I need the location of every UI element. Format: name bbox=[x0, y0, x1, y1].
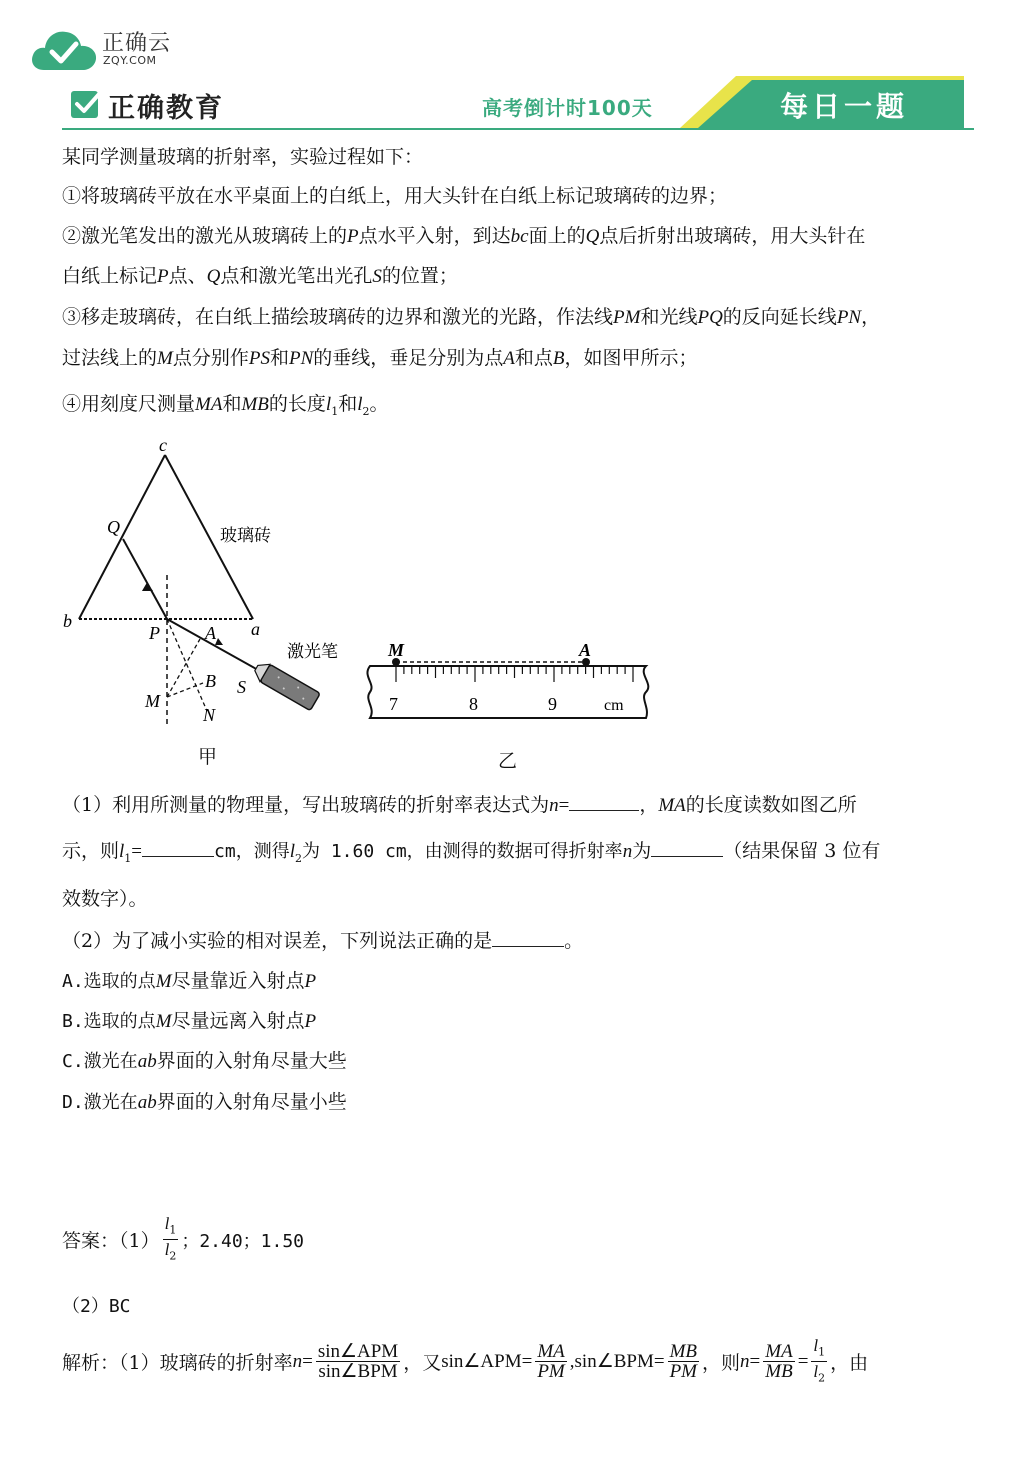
answer-line1: 答案：（1） $\frac{l_1}{l_2}$ ；2.40；1.50 bbox=[62, 1214, 304, 1266]
option-c[interactable]: C.激光在ab界面的入射角尽量大些 bbox=[62, 1050, 347, 1072]
fraction-ma-mb: $\frac{MA}{MB}$ bbox=[765, 1341, 793, 1383]
figure-yi bbox=[358, 640, 658, 730]
question-step2-line2: 白纸上标记P点、Q点和激光笔出光孔S的位置； bbox=[62, 265, 458, 287]
cloud-check-icon bbox=[30, 24, 100, 74]
label-brick: 玻璃砖 bbox=[220, 526, 271, 546]
label-a: a bbox=[251, 619, 260, 639]
option-b[interactable]: B.选取的点M尽量远离入射点P bbox=[62, 1010, 317, 1032]
caption-jia: 甲 bbox=[198, 746, 218, 768]
ruler-tick-8: 8 bbox=[469, 694, 478, 714]
label-M: M bbox=[145, 691, 160, 711]
triangle-side-bc bbox=[79, 455, 165, 619]
option-d[interactable]: D.激光在ab界面的入射角尽量小些 bbox=[62, 1091, 347, 1113]
zqy-logo bbox=[30, 24, 180, 76]
banner-text: 每日一题 bbox=[780, 90, 909, 123]
analysis-line: 解析：（1）玻璃砖的折射率 n = $\frac{\text{sin∠APM}}{\text{sin∠BPM}}$ ，又 sin∠APM = $\frac{MA}{PM}$ , sin∠BPM = $\frac{MB}{PM}$ ，则 n = $\frac{MA}{MB}$ = $\frac{l_1}{l_2}$ ，由 bbox=[62, 1336, 868, 1388]
label-Q: Q bbox=[107, 517, 120, 537]
fraction-l1-l2-b: $\frac{l_1}{l_2}$ bbox=[813, 1336, 826, 1385]
label-b: b bbox=[63, 611, 72, 631]
logo-url: ZQY.COM bbox=[103, 54, 157, 67]
incident-arrow bbox=[215, 638, 223, 645]
question-intro: 某同学测量玻璃的折射率，实验过程如下： bbox=[62, 146, 424, 168]
fraction-sin-ratio: $\frac{\text{sin∠APM}}{\text{sin∠BPM}}$ bbox=[317, 1341, 399, 1383]
part2-stem: （2）为了减小实验的相对误差，下列说法正确的是 。 bbox=[62, 930, 584, 952]
perp-ma bbox=[167, 639, 200, 697]
ruler-tick-7: 7 bbox=[389, 694, 398, 714]
question-step3-line1: ③移走玻璃砖，在白纸上描绘玻璃砖的边界和激光的光路，作法线PM和光线PQ的反向延长线PN， bbox=[62, 306, 881, 328]
extension-pn bbox=[167, 619, 207, 711]
answer-blank-part2[interactable] bbox=[492, 928, 564, 947]
label-pen: 激光笔 bbox=[287, 642, 338, 662]
part1-line3: 效数字）。 bbox=[62, 888, 148, 910]
option-a[interactable]: A.选取的点M尽量靠近入射点P bbox=[62, 970, 317, 992]
part1-line2: 示，则$l_1=$ cm，测得$l_2$为 1.60 cm，由测得的数据可得折射率n为 （结果保留 3 位有 bbox=[62, 840, 881, 865]
fraction-mb-pm: $\frac{MB}{PM}$ bbox=[669, 1341, 698, 1383]
page-title: 正确教育 bbox=[108, 93, 224, 124]
label-A: A bbox=[205, 623, 216, 643]
question-step3-line2: 过法线上的M点分别作PS和PN的垂线，垂足分别为点A和点B，如图甲所示； bbox=[62, 347, 698, 369]
caption-yi: 乙 bbox=[498, 750, 518, 772]
logo-name: 正确云 bbox=[102, 31, 172, 56]
ruler-tick-9: 9 bbox=[548, 694, 557, 714]
fraction-l1-l2: $\frac{l_1}{l_2}$ bbox=[164, 1214, 177, 1263]
figure-jia bbox=[55, 435, 365, 735]
part1-line1: （1）利用所测量的物理量，写出玻璃砖的折射率表达式为n= ，MA的长度读数如图乙所 bbox=[62, 794, 857, 816]
fraction-ma-pm: $\frac{MA}{PM}$ bbox=[537, 1341, 565, 1383]
question-step2-line1: ②激光笔发出的激光从玻璃砖上的P点水平入射，到达bc面上的Q点后折射出玻璃砖，用大头针在 bbox=[62, 225, 866, 247]
answer-blank-n-value[interactable] bbox=[651, 838, 723, 857]
label-N: N bbox=[203, 705, 216, 725]
question-step1: ①将玻璃砖平放在水平桌面上的白纸上，用大头针在白纸上标记玻璃砖的边界； bbox=[62, 185, 728, 207]
ruler-label-M: M bbox=[388, 640, 405, 660]
ray-pq bbox=[123, 539, 167, 619]
label-c: c bbox=[159, 435, 167, 455]
countdown-text: 高考倒计时100天 bbox=[482, 96, 653, 120]
label-P: P bbox=[149, 623, 160, 643]
title-checkbox-icon bbox=[70, 88, 100, 118]
ruler-label-A: A bbox=[579, 640, 592, 660]
ruler-unit: cm bbox=[604, 697, 624, 714]
laser-pen bbox=[251, 659, 320, 710]
header-divider bbox=[62, 128, 974, 130]
question-step4: ④用刻度尺测量MA和MB的长度$l_1$和$l_2$。 bbox=[62, 393, 389, 418]
answer-blank-l1[interactable] bbox=[142, 838, 214, 857]
label-B: B bbox=[205, 671, 216, 691]
answer-blank-n[interactable] bbox=[569, 792, 639, 811]
label-S: S bbox=[237, 677, 246, 697]
answer-line2: （2）BC bbox=[62, 1296, 131, 1317]
